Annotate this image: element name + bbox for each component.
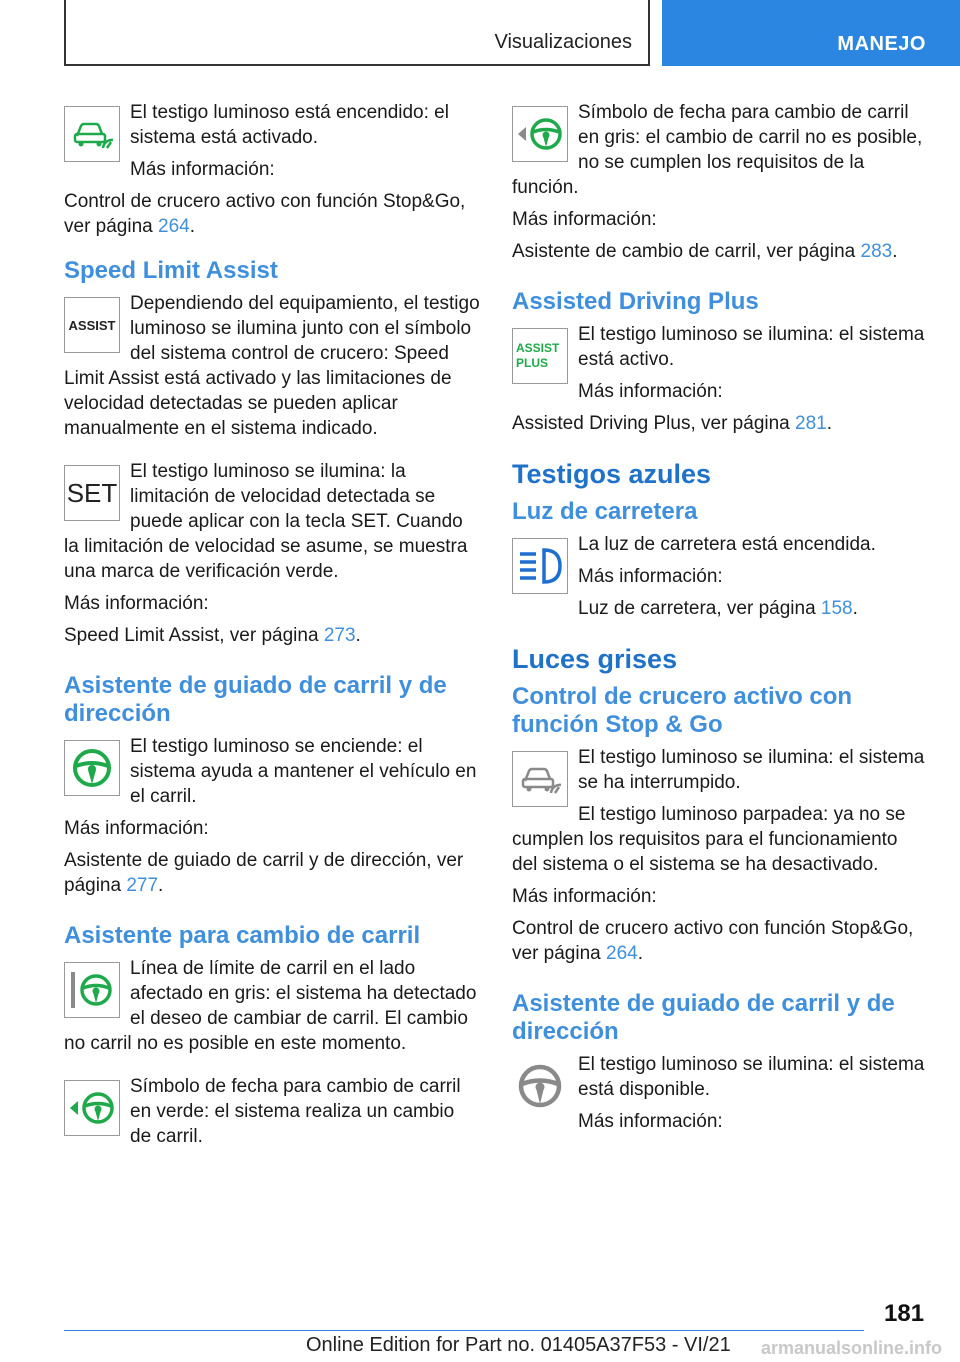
acc-gray-page-link[interactable]: 264 [606,943,638,964]
steer-gray-more-label: Más información: [578,1111,723,1132]
page-number: 181 [884,1300,925,1327]
steer-page-link[interactable]: 277 [126,875,159,896]
adp-more-label: Más información: [578,381,723,402]
steer-gray-text: El testigo luminoso se ilumina: el sistema está disponible. [578,1054,925,1100]
lane-change-gray-line-icon [64,962,120,1018]
speed-limit-assist-heading: Speed Limit Assist [64,257,278,284]
header-section-title: Visualizaciones [494,31,632,53]
steering-wheel-green-icon [64,740,120,796]
assist-icon: ASSIST [64,297,120,353]
high-beam-page-link[interactable]: 158 [820,598,853,619]
acc-reference: Control de crucero activo con función Stop&Go, ver página 264. [64,191,466,237]
watermark: armanualsonline.info [760,1338,942,1358]
sla-set-block [64,459,480,584]
acc-more-label: Más información: [130,159,275,180]
lc-page-link[interactable]: 283 [860,241,893,262]
lane-change-gray-arrow-icon [512,106,568,162]
acc-gray-reference: Control de crucero activo con función Stop&Go, ver página 264. [512,918,914,964]
lc-reference: Asistente de cambio de carril, ver página 283. [512,241,898,262]
header-chapter-label: MANEJO [837,33,926,55]
lc-green-text: Símbolo de fecha para cambio de carril en verde: el sistema realiza un cambio de carril. [130,1076,461,1147]
acc-green-icon [64,106,120,162]
acc-gray-more-label: Más información: [512,886,657,907]
steer-reference: Asistente de guiado de carril y de dirección, ver página 277. [64,850,464,896]
adp-block [512,322,928,404]
sla-assist-block [64,291,480,441]
steer-block [64,734,480,809]
footer-edition: Online Edition for Part no. 01405A37F53 - VI/21 [306,1334,731,1356]
acc-gray-text-2: El testigo luminoso parpadea: ya no se cumplen los requisitos para el funcionamiento del sistema o el sistema se ha desactivado. [512,804,906,875]
acc-gray-icon [512,751,568,807]
steering-assist-gray-heading: Asistente de guiado de carril y de dirección [512,990,895,1045]
high-beam-icon [512,538,568,594]
adp-text: El testigo luminoso se ilumina: el sistema está activo. [578,324,925,370]
lc-gray-block [64,956,480,1056]
lane-change-heading: Asistente para cambio de carril [64,922,421,949]
lane-change-green-arrow-icon [64,1080,120,1136]
sla-reference: Speed Limit Assist, ver página 273. [64,625,361,646]
high-beam-heading: Luz de carretera [512,498,698,525]
lc-gray-arrow-block [512,100,928,200]
lc-green-block [64,1074,480,1149]
sla-page-link[interactable]: 273 [323,625,356,646]
lc-more-label: Más información: [512,209,657,230]
adp-reference: Assisted Driving Plus, ver página 281. [512,413,832,434]
steering-wheel-gray-icon [512,1058,568,1114]
acc-page-link[interactable]: 264 [158,216,190,237]
sla-more-label: Más información: [64,593,209,614]
high-beam-text: La luz de carretera está encendida. [578,534,876,555]
header-section-box [64,0,650,66]
left-column [64,100,480,1156]
gray-indicators-heading: Luces grises [512,644,678,674]
acc-active-indicator-block [64,100,480,182]
footer-divider [64,1330,864,1331]
blue-indicators-heading: Testigos azules [512,459,712,489]
high-beam-reference: Luz de carretera, ver página 158. [578,598,858,619]
adp-page-link[interactable]: 281 [795,413,827,434]
steer-text: El testigo luminoso se enciende: el sistema ayuda a mantener el vehículo en el carril. [130,736,477,807]
header-chapter-tab[interactable] [662,0,960,66]
set-icon: SET [64,465,120,521]
steer-gray-block [512,1052,928,1134]
steering-assist-heading: Asistente de guiado de carril y de dirección [64,672,447,727]
acc-active-text: El testigo luminoso está encendido: el sistema está activado. [130,102,449,148]
acc-stop-go-heading: Control de crucero activo con función Stop & Go [512,683,853,738]
assisted-driving-plus-heading: Assisted Driving Plus [512,288,759,315]
lc-gray-arrow-text: Símbolo de fecha para cambio de carril en gris: el cambio de carril no es posible, no se cumplen los requisitos de la función. [512,102,923,198]
steer-more-label: Más información: [64,818,209,839]
sla-assist-text: Dependiendo del equipamiento, el testigo luminoso se ilumina junto con el símbolo del sistema control de crucero: Speed Limit Assist está activado y las limitaciones de velocidad detectadas se pueden aplicar manualmente en el sistema indicado. [64,293,480,439]
right-column [512,100,928,1141]
lc-gray-text: Línea de límite de carril en el lado afectado en gris: el sistema ha detectado el deseo de cambiar de carril. El cambio no carril no es posible en este momento. [64,958,477,1054]
sla-set-text: El testigo luminoso se ilumina: la limitación de velocidad detectada se puede aplicar con la tecla SET. Cuando la limitación de velocidad se asume, se muestra una marca de verificación verde. [64,461,468,582]
acc-gray-text-1: El testigo luminoso se ilumina: el sistema se ha interrumpido. [578,747,925,793]
high-beam-block [512,532,928,621]
acc-gray-block [512,745,928,877]
high-beam-more-label: Más información: [578,566,723,587]
assist-plus-icon: ASSIST PLUS [512,328,568,384]
